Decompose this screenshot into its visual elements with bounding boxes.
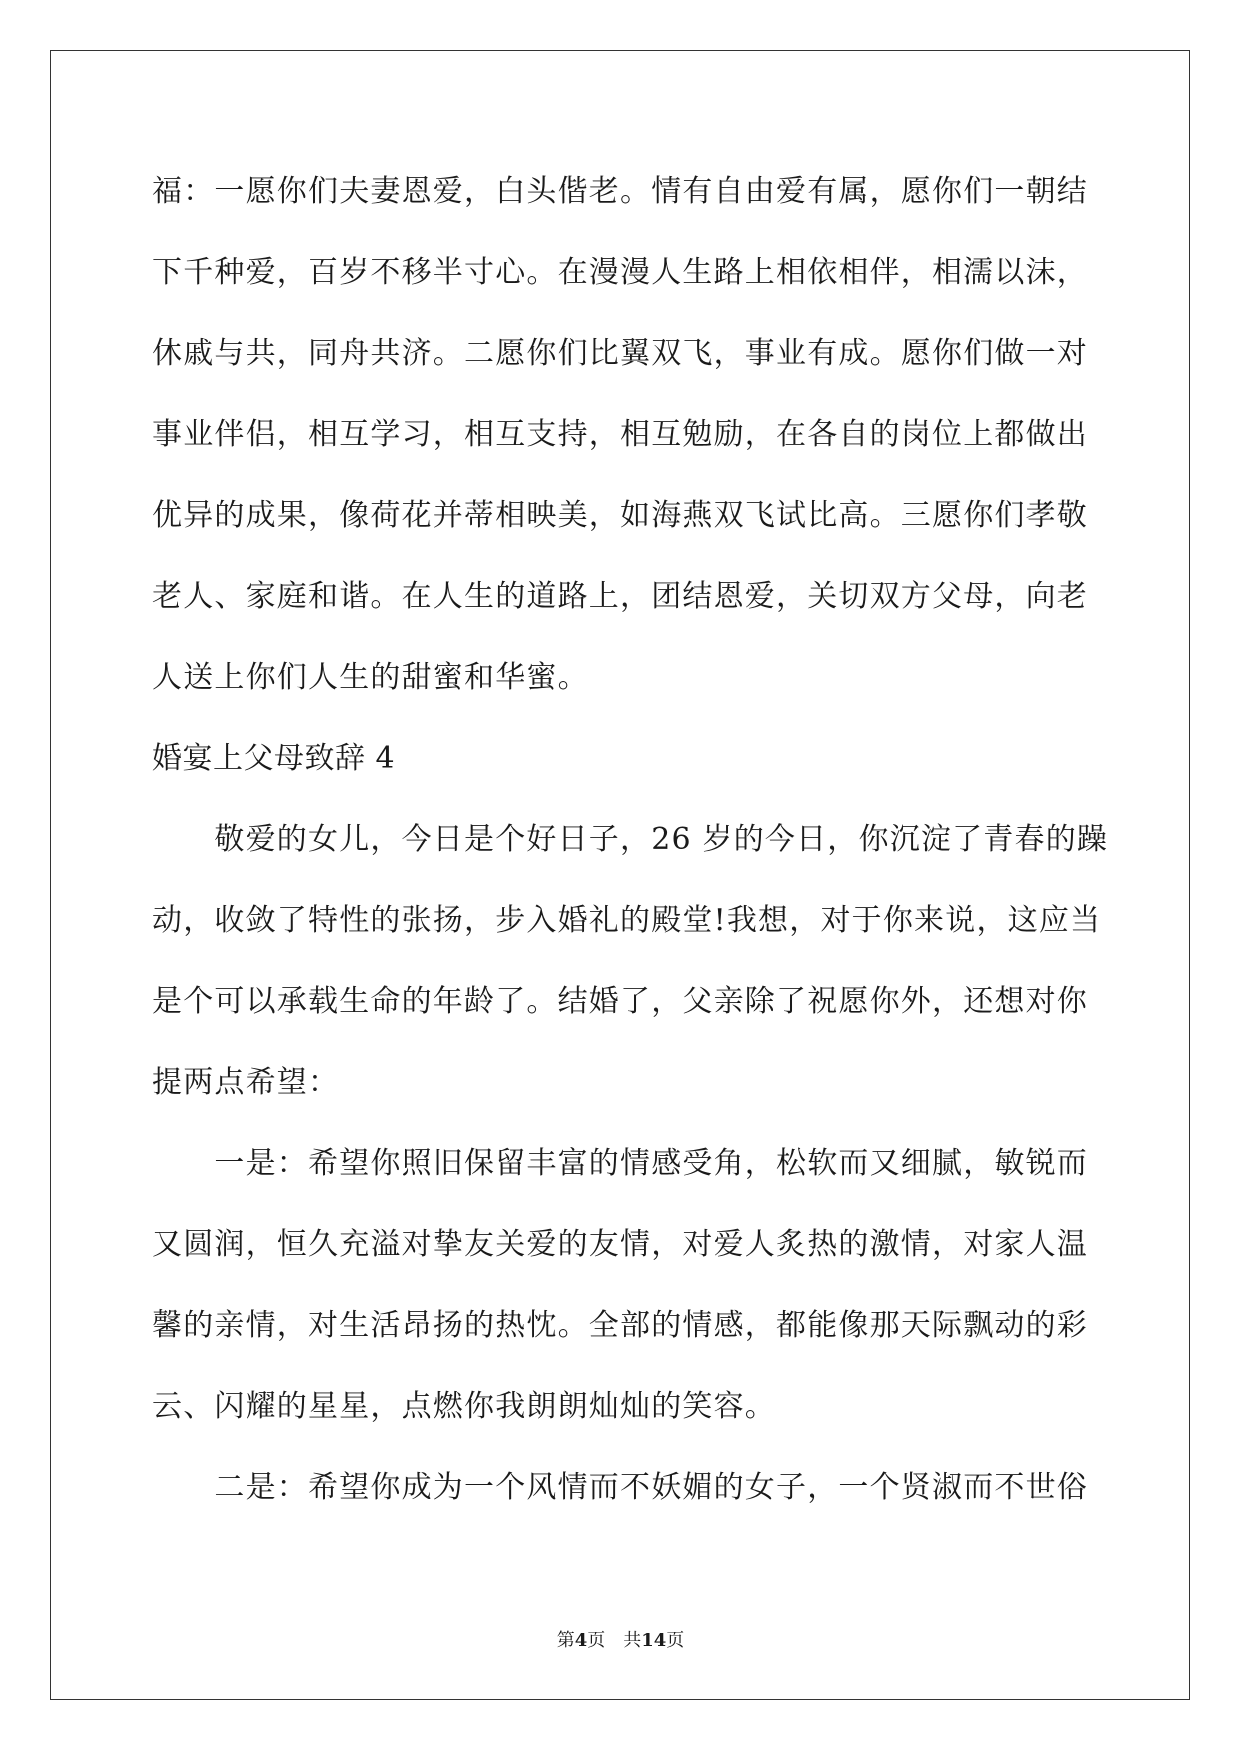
text-line: 敬爱的女儿，今日是个好日子，26 岁的今日，你沉淀了青春的躁 — [152, 822, 1109, 857]
footer-prefix: 第 — [556, 1630, 575, 1651]
text-line: 二是：希望你成为一个风情而不妖媚的女子，一个贤淑而不世俗 — [152, 1470, 1088, 1505]
text-line: 福：一愿你们夫妻恩爱，白头偕老。情有自由爱有属，愿你们一朝结 — [152, 174, 1088, 209]
text-line: 提两点希望： — [152, 1065, 340, 1100]
page-footer — [0, 1626, 1241, 1652]
footer-total-word: 页 — [666, 1630, 685, 1651]
text-line: 优异的成果，像荷花并蒂相映美，如海燕双飞试比高。三愿你们孝敬 — [152, 498, 1088, 533]
text-line: 下千种爱，百岁不移半寸心。在漫漫人生路上相依相伴，相濡以沫， — [152, 255, 1088, 290]
text-line: 一是：希望你照旧保留丰富的情感受角，松软而又细腻，敏锐而 — [152, 1146, 1088, 1181]
text-line: 馨的亲情，对生活昂扬的热忱。全部的情感，都能像那天际飘动的彩 — [152, 1308, 1088, 1343]
text-line: 休戚与共，同舟共济。二愿你们比翼双飞，事业有成。愿你们做一对 — [152, 336, 1088, 371]
text-line: 人送上你们人生的甜蜜和华蜜。 — [152, 660, 589, 695]
text-line: 云、闪耀的星星，点燃你我朗朗灿灿的笑容。 — [152, 1389, 776, 1424]
footer-total-prefix: 共 — [623, 1630, 642, 1651]
current-page-number: 4 — [574, 1630, 588, 1651]
text-line: 动，收敛了特性的张扬，步入婚礼的殿堂!我想，对于你来说，这应当 — [152, 903, 1102, 938]
total-page-number: 14 — [641, 1630, 667, 1651]
text-line: 事业伴侣，相互学习，相互支持，相互勉励，在各自的岗位上都做出 — [152, 417, 1088, 452]
section-heading: 婚宴上父母致辞 4 — [152, 741, 396, 776]
text-line: 是个可以承载生命的年龄了。结婚了，父亲除了祝愿你外，还想对你 — [152, 984, 1088, 1019]
text-line: 老人、家庭和谐。在人生的道路上，团结恩爱，关切双方父母，向老 — [152, 579, 1088, 614]
text-line: 又圆润，恒久充溢对挚友关爱的友情，对爱人炙热的激情，对家人温 — [152, 1227, 1088, 1262]
footer-page-word: 页 — [587, 1630, 606, 1651]
document-body — [152, 162, 1109, 1539]
